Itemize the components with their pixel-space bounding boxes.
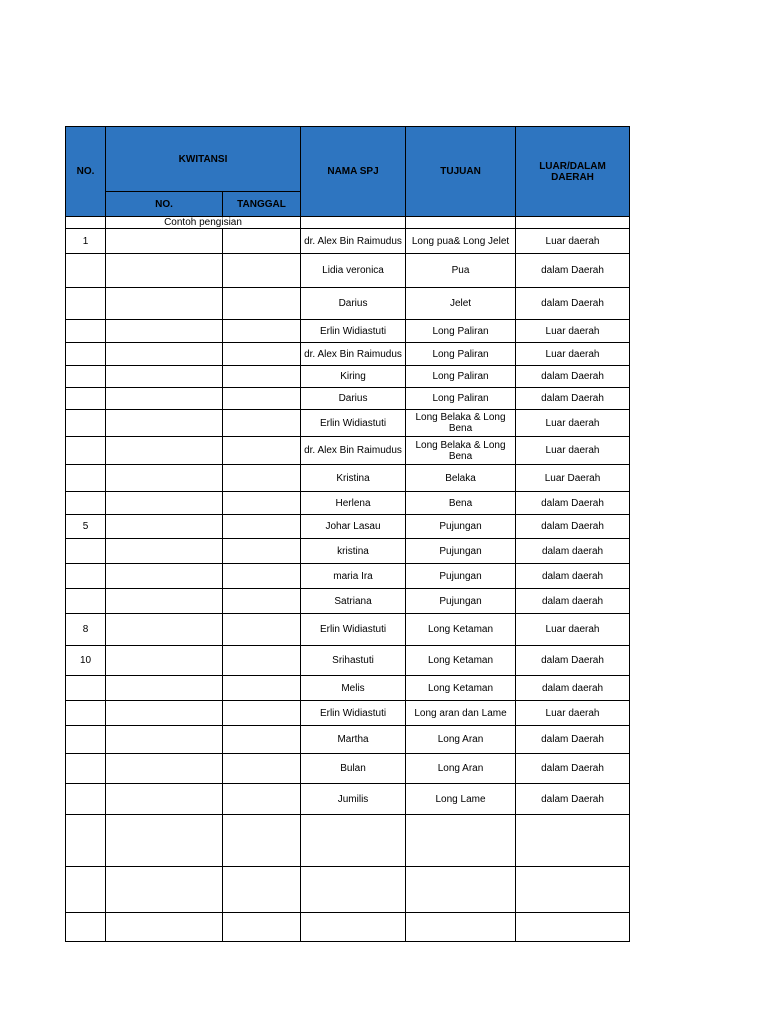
cell-no (66, 217, 106, 229)
cell-daerah: dalam Daerah (516, 288, 630, 320)
cell-name: dr. Alex Bin Raimudus (301, 343, 406, 366)
cell-kwitansi-tanggal (223, 646, 301, 676)
cell-no (66, 784, 106, 815)
table-row (66, 320, 630, 343)
cell-name: Melis (301, 676, 406, 701)
cell-kwitansi-tanggal (223, 366, 301, 388)
cell-daerah: dalam daerah (516, 564, 630, 589)
cell-kwitansi-no (106, 366, 223, 388)
cell-kwitansi-tanggal (223, 676, 301, 701)
cell-kwitansi-no (106, 343, 223, 366)
table-row (66, 564, 630, 589)
cell-no (66, 701, 106, 726)
table-row (66, 465, 630, 492)
table-row (66, 784, 630, 815)
cell-kwitansi-no (106, 784, 223, 815)
cell-kwitansi-no (106, 465, 223, 492)
cell-kwitansi-tanggal (223, 701, 301, 726)
cell-kwitansi-no (106, 539, 223, 564)
cell-kwitansi-no (106, 388, 223, 410)
cell-kwitansi-no (106, 492, 223, 515)
cell-kwitansi-tanggal (223, 492, 301, 515)
table-row (66, 492, 630, 515)
cell-daerah: dalam Daerah (516, 646, 630, 676)
cell-tujuan: Long Ketaman (406, 614, 516, 646)
cell-no (66, 465, 106, 492)
table-row (66, 343, 630, 366)
cell-kwitansi-tanggal (223, 784, 301, 815)
cell-name (301, 217, 406, 229)
cell-name: maria Ira (301, 564, 406, 589)
cell-daerah (516, 867, 630, 913)
cell-name: Satriana (301, 589, 406, 614)
cell-daerah: Luar daerah (516, 437, 630, 465)
cell-tujuan (406, 913, 516, 942)
cell-tujuan: Long Paliran (406, 366, 516, 388)
cell-daerah (516, 217, 630, 229)
cell-no (66, 288, 106, 320)
cell-name: Darius (301, 288, 406, 320)
cell-kwitansi-no (106, 754, 223, 784)
cell-name: dr. Alex Bin Raimudus (301, 229, 406, 254)
cell-kwitansi-no (106, 437, 223, 465)
cell-kwitansi-no (106, 867, 223, 913)
example-note: Contoh pengisian (106, 217, 301, 229)
cell-name: Johar Lasau (301, 515, 406, 539)
header-kwitansi-tanggal: TANGGAL (223, 192, 301, 217)
cell-tujuan: Long Ketaman (406, 676, 516, 701)
cell-no (66, 754, 106, 784)
cell-tujuan: Jelet (406, 288, 516, 320)
cell-name: Jumilis (301, 784, 406, 815)
cell-daerah: dalam Daerah (516, 254, 630, 288)
cell-no (66, 388, 106, 410)
cell-tujuan: Long Paliran (406, 320, 516, 343)
cell-name (301, 913, 406, 942)
cell-kwitansi-tanggal (223, 614, 301, 646)
cell-no: 8 (66, 614, 106, 646)
cell-daerah: Luar daerah (516, 410, 630, 437)
cell-kwitansi-no (106, 515, 223, 539)
table-row (66, 366, 630, 388)
cell-daerah: dalam Daerah (516, 784, 630, 815)
cell-tujuan: Long Ketaman (406, 646, 516, 676)
cell-tujuan: Bena (406, 492, 516, 515)
cell-tujuan (406, 217, 516, 229)
cell-daerah (516, 913, 630, 942)
cell-tujuan: Pujungan (406, 539, 516, 564)
cell-tujuan: Pujungan (406, 564, 516, 589)
cell-kwitansi-no (106, 676, 223, 701)
cell-name: Erlin Widiastuti (301, 614, 406, 646)
cell-name: Erlin Widiastuti (301, 320, 406, 343)
cell-kwitansi-tanggal (223, 867, 301, 913)
cell-name: Srihastuti (301, 646, 406, 676)
table-row (66, 867, 630, 913)
cell-daerah: Luar Daerah (516, 465, 630, 492)
cell-kwitansi-no (106, 913, 223, 942)
cell-kwitansi-no (106, 410, 223, 437)
cell-kwitansi-no (106, 726, 223, 754)
table-row (66, 754, 630, 784)
cell-name: dr. Alex Bin Raimudus (301, 437, 406, 465)
cell-kwitansi-no (106, 288, 223, 320)
table-row (66, 913, 630, 942)
cell-kwitansi-tanggal (223, 539, 301, 564)
table-row (66, 229, 630, 254)
cell-name: Darius (301, 388, 406, 410)
header-tujuan: TUJUAN (406, 127, 516, 217)
cell-kwitansi-tanggal (223, 343, 301, 366)
cell-no (66, 676, 106, 701)
cell-tujuan: Long Paliran (406, 343, 516, 366)
cell-kwitansi-tanggal (223, 589, 301, 614)
cell-kwitansi-no (106, 589, 223, 614)
cell-daerah: dalam Daerah (516, 515, 630, 539)
cell-kwitansi-tanggal (223, 465, 301, 492)
cell-tujuan: Long aran dan Lame (406, 701, 516, 726)
cell-tujuan: Long Lame (406, 784, 516, 815)
header-kwitansi: KWITANSI (106, 127, 301, 192)
cell-name (301, 815, 406, 867)
table-row (66, 410, 630, 437)
cell-name (301, 867, 406, 913)
cell-kwitansi-no (106, 229, 223, 254)
cell-kwitansi-no (106, 701, 223, 726)
cell-no (66, 539, 106, 564)
table-row (66, 288, 630, 320)
cell-kwitansi-tanggal (223, 320, 301, 343)
cell-kwitansi-tanggal (223, 388, 301, 410)
cell-name: Kristina (301, 465, 406, 492)
cell-name: kristina (301, 539, 406, 564)
cell-daerah: dalam Daerah (516, 388, 630, 410)
header-nama-spj: NAMA SPJ (301, 127, 406, 217)
table-row (66, 539, 630, 564)
cell-no (66, 867, 106, 913)
cell-daerah: Luar daerah (516, 229, 630, 254)
cell-daerah: Luar daerah (516, 614, 630, 646)
cell-kwitansi-tanggal (223, 437, 301, 465)
cell-tujuan (406, 867, 516, 913)
cell-tujuan: Long Paliran (406, 388, 516, 410)
cell-no (66, 815, 106, 867)
cell-daerah: Luar daerah (516, 320, 630, 343)
cell-daerah (516, 815, 630, 867)
cell-no (66, 254, 106, 288)
cell-name: Kiring (301, 366, 406, 388)
table-row (66, 515, 630, 539)
cell-no (66, 492, 106, 515)
cell-no: 5 (66, 515, 106, 539)
table-row (66, 614, 630, 646)
cell-tujuan: Long Belaka & Long Bena (406, 437, 516, 465)
table-row (66, 815, 630, 867)
cell-daerah: Luar daerah (516, 343, 630, 366)
cell-kwitansi-no (106, 320, 223, 343)
cell-daerah: dalam daerah (516, 539, 630, 564)
cell-tujuan: Long Belaka & Long Bena (406, 410, 516, 437)
header-no: NO. (66, 127, 106, 217)
cell-name: Erlin Widiastuti (301, 410, 406, 437)
table-row (66, 726, 630, 754)
example-row (66, 217, 630, 229)
cell-no (66, 564, 106, 589)
cell-kwitansi-tanggal (223, 288, 301, 320)
cell-kwitansi-tanggal (223, 564, 301, 589)
cell-no (66, 343, 106, 366)
table-row (66, 589, 630, 614)
cell-name: Erlin Widiastuti (301, 701, 406, 726)
cell-daerah: dalam Daerah (516, 726, 630, 754)
header-kwitansi-no: NO. (106, 192, 223, 217)
table-row (66, 254, 630, 288)
cell-no (66, 437, 106, 465)
table-row (66, 437, 630, 465)
cell-tujuan: Pujungan (406, 589, 516, 614)
cell-kwitansi-tanggal (223, 815, 301, 867)
cell-name: Bulan (301, 754, 406, 784)
cell-kwitansi-tanggal (223, 229, 301, 254)
cell-name: Martha (301, 726, 406, 754)
cell-no (66, 589, 106, 614)
cell-kwitansi-no (106, 815, 223, 867)
cell-tujuan: Long Aran (406, 726, 516, 754)
table-row (66, 388, 630, 410)
cell-daerah: dalam Daerah (516, 754, 630, 784)
cell-daerah: dalam daerah (516, 676, 630, 701)
table-row (66, 701, 630, 726)
cell-name: Herlena (301, 492, 406, 515)
cell-daerah: Luar daerah (516, 701, 630, 726)
cell-no (66, 366, 106, 388)
cell-tujuan: Pujungan (406, 515, 516, 539)
cell-no (66, 410, 106, 437)
cell-tujuan: Long Aran (406, 754, 516, 784)
cell-no (66, 726, 106, 754)
cell-kwitansi-no (106, 254, 223, 288)
cell-daerah: dalam Daerah (516, 366, 630, 388)
cell-kwitansi-no (106, 564, 223, 589)
cell-no (66, 913, 106, 942)
cell-kwitansi-tanggal (223, 254, 301, 288)
cell-name: Lidia veronica (301, 254, 406, 288)
cell-kwitansi-no (106, 646, 223, 676)
cell-kwitansi-tanggal (223, 726, 301, 754)
table-row (66, 646, 630, 676)
table-row (66, 676, 630, 701)
cell-kwitansi-tanggal (223, 410, 301, 437)
cell-tujuan (406, 815, 516, 867)
cell-kwitansi-tanggal (223, 913, 301, 942)
header-luar-dalam-daerah: LUAR/DALAM DAERAH (516, 127, 630, 217)
cell-kwitansi-tanggal (223, 754, 301, 784)
cell-daerah: dalam Daerah (516, 492, 630, 515)
cell-daerah: dalam daerah (516, 589, 630, 614)
cell-kwitansi-tanggal (223, 515, 301, 539)
cell-tujuan: Pua (406, 254, 516, 288)
cell-tujuan: Belaka (406, 465, 516, 492)
cell-no (66, 320, 106, 343)
cell-no: 10 (66, 646, 106, 676)
cell-kwitansi-no (106, 614, 223, 646)
cell-no: 1 (66, 229, 106, 254)
cell-tujuan: Long pua& Long Jelet (406, 229, 516, 254)
spj-table (65, 126, 630, 942)
